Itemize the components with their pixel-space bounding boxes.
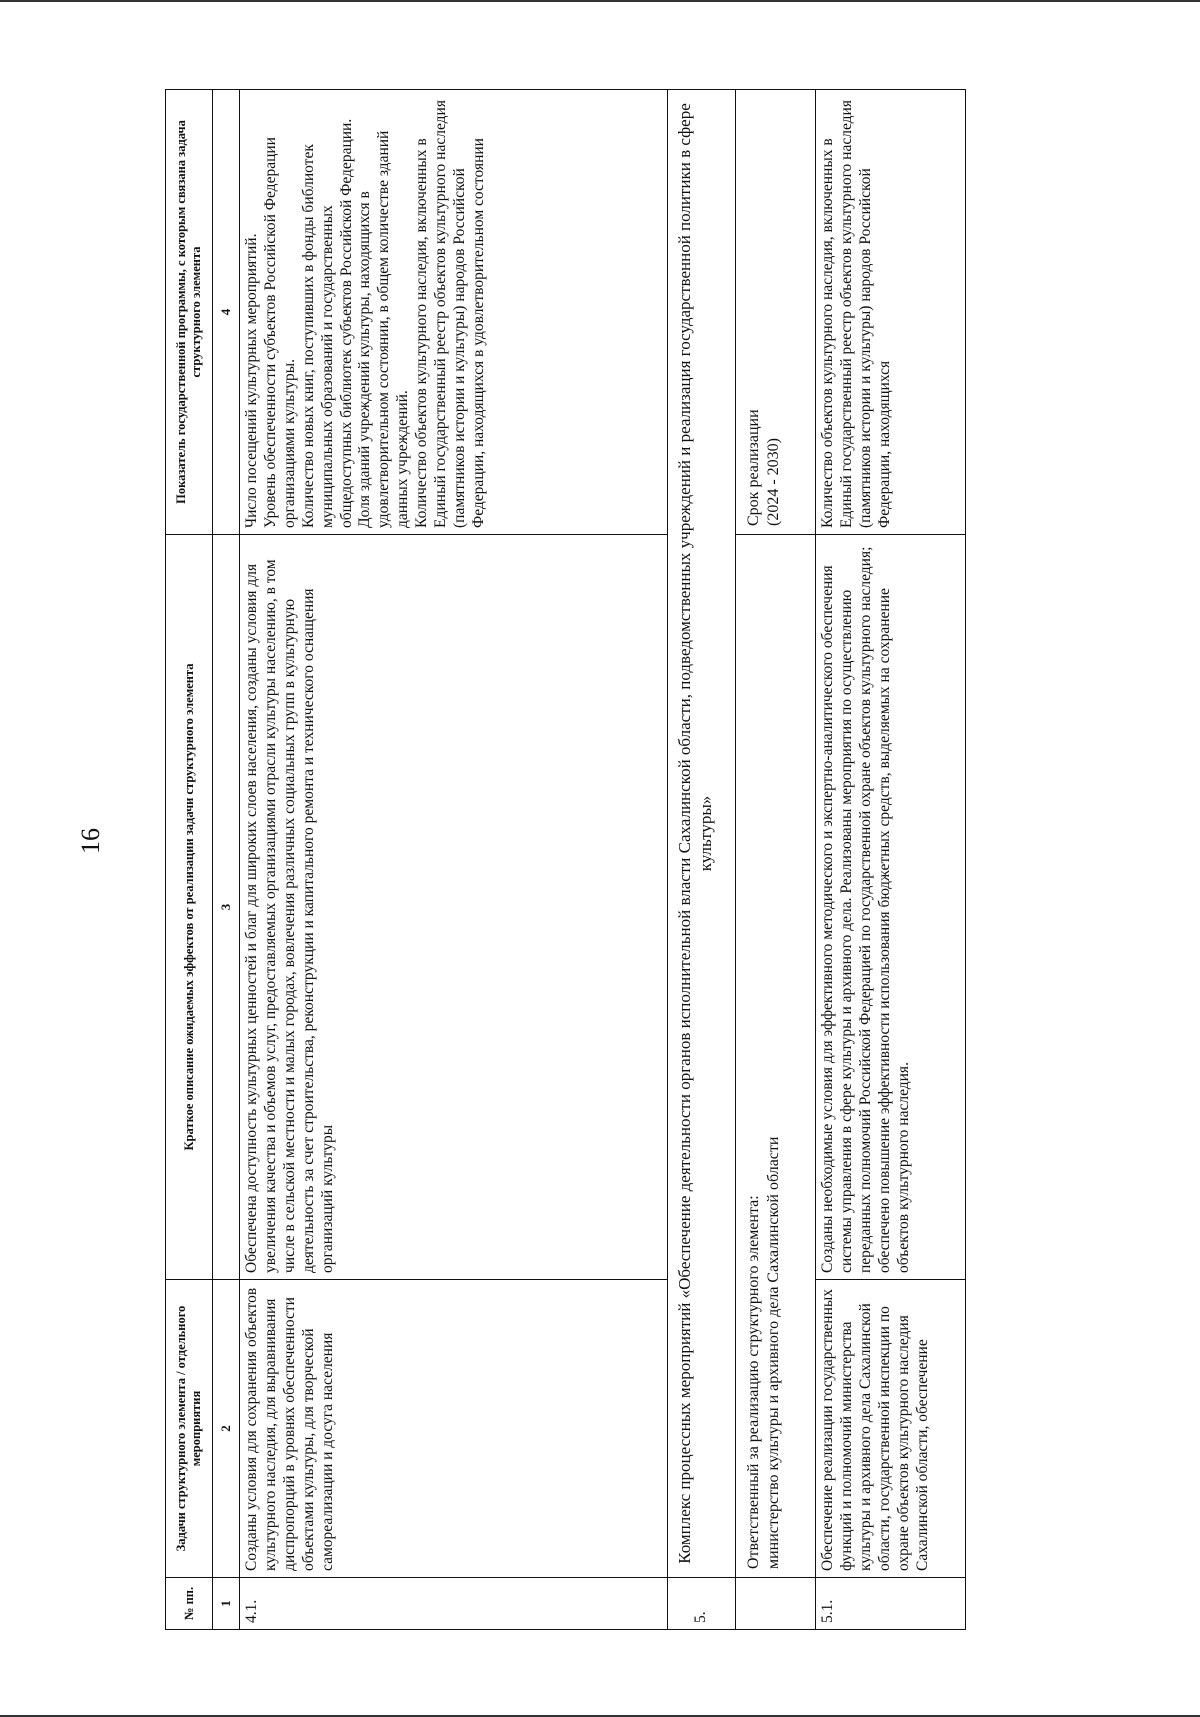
responsible-row [736,90,816,1630]
indicator-cell: Число посещений культурных мероприятий. Уровень обеспеченности субъектов Российской Федерации организациями культуры. Количество новых книг, поступивших в фонды библиотек муниципальных образований и государственных общедоступных библиотек субъектов Российской Федерации. Доля зданий учреждений культуры, находящихся в удовлетворительном состоянии, в общем количестве зданий данных учреждений. Количество объектов культурного наследия, включенных в Единый государственный реестр объектов культурного наследия (памятников истории и культуры) народов Российской Федерации, находящихся в удовлетворительном состоянии [240,90,668,535]
implementation-term: Срок реализации (2024 - 2030) [736,90,816,535]
header-row [166,90,213,1630]
column-number: 2 [213,1280,240,1578]
effect-cell: Созданы необходимые условия для эффективного методического и экспертно-аналитического обеспечения системы управления в сфере культуры и архивного дела. Реализованы мероприятия по осуществлению переданных полномочий Российской Федерацией по государственной охране объектов культурного наследия; обеспечено повышение эффективности использования бюджетных средств, выделяемых на сохранение объектов культурного наследия. [816,535,966,1280]
scan-edge-top [0,0,1200,2]
header-task: Задачи структурного элемента / отдельного мероприятия [166,1280,213,1578]
table-row-4-1 [240,90,668,1630]
effect-cell: Обеспечена доступность культурных ценностей и благ для широких слоев населения, созданы условия для увеличения качества и объемов услуг, предоставляемых организациями отрасли культуры населению, в том числе в сельской местности и малых городах, вовлечения различных социальных групп в культурную деятельность за счет строительства, реконструкции и капитального ремонта и технического оснащения организаций культуры [240,535,668,1280]
table-row-5 [668,90,736,1630]
header-effect: Краткое описание ожидаемых эффектов от реализации задачи структурного элемента [166,535,213,1280]
rotated-table-container [165,90,1125,1630]
header-num: № пп. [166,1578,213,1630]
column-number: 1 [213,1578,240,1630]
process-complex-title: Комплекс процессных мероприятий «Обеспечение деятельности органов исполнительной власти Сахалинской области, подведомственных учреждений и реализация государственной политики в сфере культуры» [668,90,736,1578]
column-number-row [213,90,240,1630]
column-number: 4 [213,90,240,535]
header-indicator: Показатель государственной программы, с которым связана задача структурного элемента [166,90,213,535]
task-cell: Созданы условия для сохранения объектов культурного наследия, для выравнивания диспропорций в уровнях обеспеченности объектами культуры, для творческой самореализации и досуга населения [240,1280,668,1578]
structural-elements-table [165,89,966,1630]
row-number: 4.1. [240,1578,668,1630]
row-number: 5.1. [816,1578,966,1630]
responsible-text: Ответственный за реализацию структурного элемента: министерство культуры и архивного дела Сахалинской области [736,535,816,1578]
task-cell: Обеспечение реализации государственных функций и полномочий министерства культуры и архивного дела Сахалинской области, государственной инспекции по охране объектов культурного наследия Сахалинской области, обеспечение [816,1280,966,1578]
empty-cell [736,1578,816,1630]
table-row-5-1 [816,90,966,1630]
indicator-cell: Количество объектов культурного наследия, включенных в Единый государственный реестр объектов культурного наследия (памятников истории и культуры) народов Российской Федерации, находящихся [816,90,966,535]
page-number: 16 [76,828,105,854]
row-number: 5. [668,1578,736,1630]
column-number: 3 [213,535,240,1280]
